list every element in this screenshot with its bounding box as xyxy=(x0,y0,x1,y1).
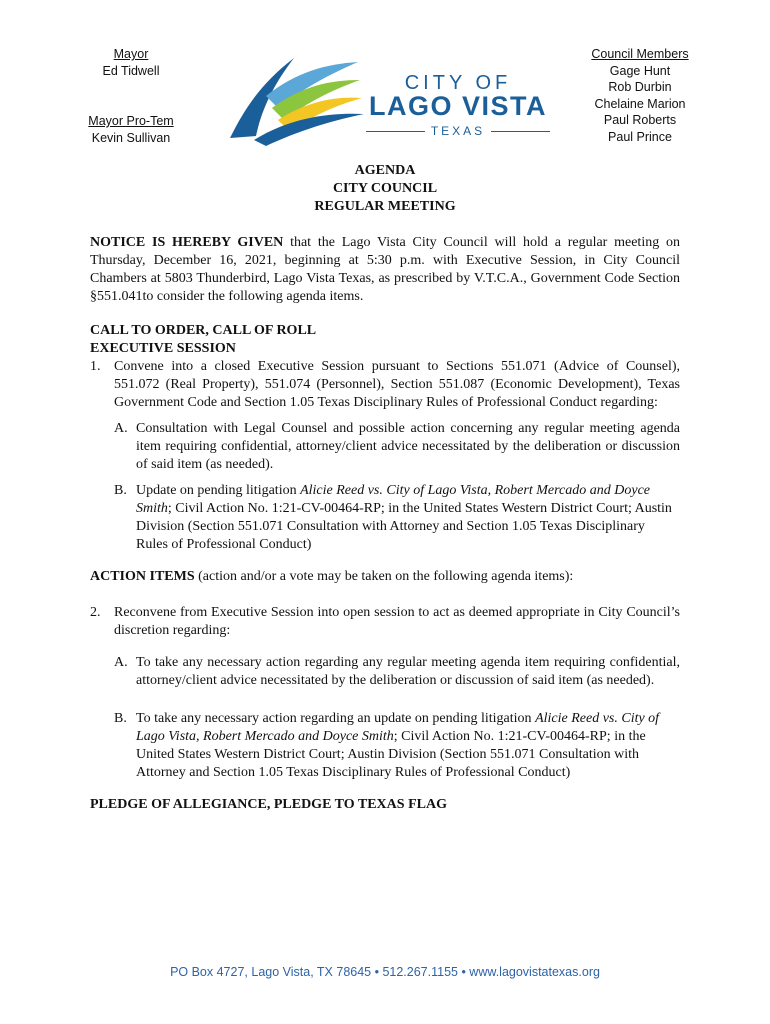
agenda-item-2b xyxy=(114,710,680,782)
case-name: Alicie Reed vs. City of Lago Vista, Robert Mercado and Doyce Smith xyxy=(136,711,660,744)
mayor-pro-tem-name: Kevin Sullivan xyxy=(91,131,171,145)
sub-item-text: Update on pending litigation Alicie Reed vs. City of Lago Vista, Robert Mercado and Doyce Smith; Civil Action No. 1:21-CV-00464-RP; in the United States Western District Court; Austin Division (Section 551.071 Consultation with Attorney and Section 1.05 Texas Disciplinary Rules of Professional Conduct) xyxy=(136,483,672,552)
sub-item-text: Consultation with Legal Counsel and possible action concerning any regular meeting agenda item requiring confidential, attorney/client advice necessitated by the deliberation or discussion of said item (as needed). xyxy=(136,421,680,472)
lago-vista-emblem-icon xyxy=(226,50,376,150)
council-member: Rob Durbin xyxy=(608,80,672,95)
sub-item-letter: B. xyxy=(114,483,127,498)
agenda-item-2 xyxy=(90,604,680,640)
agenda-item-1a xyxy=(114,420,680,474)
title-city-council: CITY COUNCIL xyxy=(332,181,438,196)
item-number: 1. xyxy=(90,359,101,374)
agenda-item-1 xyxy=(90,358,680,412)
logo-texas xyxy=(360,124,556,138)
call-to-order-heading: CALL TO ORDER, CALL OF ROLL xyxy=(90,323,317,338)
city-logo xyxy=(226,50,556,150)
mayor-name: Ed Tidwell xyxy=(102,64,160,78)
logo-texas-text: TEXAS xyxy=(430,124,486,138)
mayor-pro-tem-title: Mayor Pro-Tem xyxy=(88,114,174,128)
title-agenda: AGENDA xyxy=(354,163,416,178)
council-member: Chelaine Marion xyxy=(594,96,686,111)
council-member: Paul Prince xyxy=(608,129,672,144)
item-number: 2. xyxy=(90,605,101,620)
sub-item-text: To take any necessary action regarding any regular meeting agenda item requiring confidential, attorney/client advice necessitated by the deliberation or discussion of said item (as needed). xyxy=(136,655,680,688)
case-name: Alicie Reed vs. City of Lago Vista, Robert Mercado and Doyce Smith xyxy=(136,483,651,516)
mayor-title: Mayor xyxy=(113,47,149,61)
notice-text: that the Lago Vista City Council will hold a regular meeting on Thursday, December 16, 2021, beginning at 5:30 p.m. with Executive Session, in City Council Chambers at 5803 Thunderbird, Lago Vista Texas, as prescribed by V.T.C.A., Government Code Section §551.041to consider the following agenda items. xyxy=(90,235,680,304)
notice-paragraph xyxy=(90,234,680,306)
logo-lago-vista: LAGO VISTA xyxy=(368,91,547,121)
sub-item-letter: B. xyxy=(114,711,127,726)
council-member: Paul Roberts xyxy=(603,113,677,128)
notice-lead: NOTICE IS HEREBY GIVEN xyxy=(90,235,284,250)
council-members-block xyxy=(580,46,700,146)
council-member: Gage Hunt xyxy=(609,63,671,78)
agenda-content xyxy=(90,234,680,814)
item-text: Convene into a closed Executive Session pursuant to Sections 551.071 (Advice of Counsel), 551.072 (Real Property), 551.074 (Personnel), Section 551.087 (Economic Development), Texas Government Code and Section 1.05 Texas Disciplinary Rules of Professional Conduct regarding: xyxy=(114,359,680,410)
sub-item-letter: A. xyxy=(114,421,128,436)
logo-city-of: CITY OF xyxy=(404,72,512,94)
sub-item-letter: A. xyxy=(114,655,128,670)
mayor-block xyxy=(88,46,228,147)
sub-item-text: To take any necessary action regarding an update on pending litigation Alicie Reed vs. City of Lago Vista, Robert Mercado and Doyce Smith; Civil Action No. 1:21-CV-00464-RP; in the United States Western District Court; Austin Division (Section 551.071 Consultation with Attorney and Section 1.05 Texas Disciplinary Rules of Professional Conduct) xyxy=(136,711,660,780)
pledge-heading: PLEDGE OF ALLEGIANCE, PLEDGE TO TEXAS FLAG xyxy=(90,797,447,812)
footer-contact: PO Box 4727, Lago Vista, TX 78645 • 512.267.1155 • www.lagovistatexas.org xyxy=(170,965,600,979)
agenda-item-1b xyxy=(114,482,680,554)
action-items-heading: ACTION ITEMS (action and/or a vote may be taken on the following agenda items): xyxy=(90,569,574,584)
agenda-title xyxy=(0,162,770,216)
agenda-item-2a xyxy=(114,654,680,690)
council-members-title: Council Members xyxy=(591,47,689,61)
item-text: Reconvene from Executive Session into open session to act as deemed appropriate in City Council’s discretion regarding: xyxy=(114,605,680,638)
title-regular-meeting: REGULAR MEETING xyxy=(314,199,456,214)
executive-session-heading: EXECUTIVE SESSION xyxy=(90,341,236,356)
